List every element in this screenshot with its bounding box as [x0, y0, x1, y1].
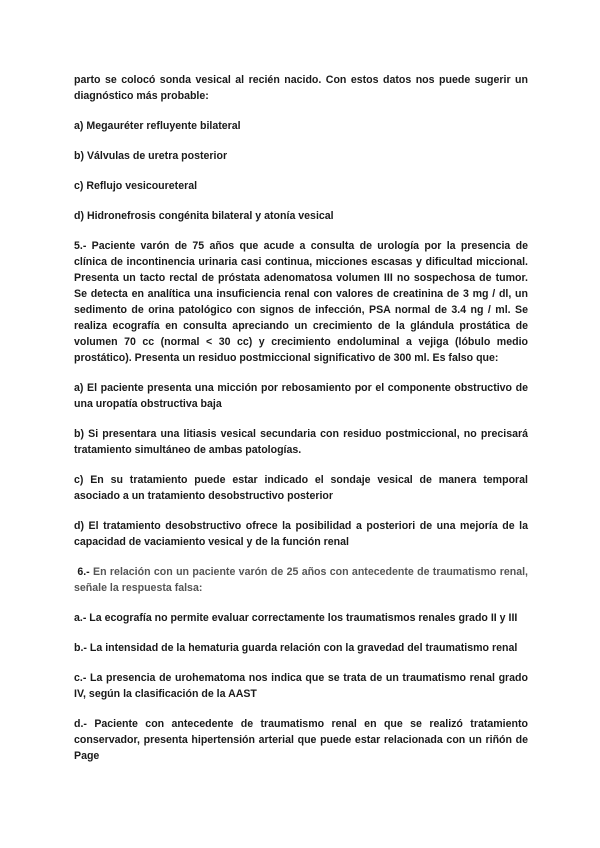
question-6-stem	[74, 564, 528, 596]
q6-option-a: a.- La ecografía no permite evaluar correctamente los traumatismos renales grado II y III	[74, 612, 518, 624]
document-page	[74, 72, 528, 764]
q4-option-c: c) Reflujo vesicoureteral	[74, 180, 198, 192]
q4-option-b: b) Válvulas de uretra posterior	[74, 150, 228, 162]
q6-option-c: c.- La presencia de urohematoma nos indica que se trata de un traumatismo renal grado IV, según la clasificación de la AAST	[74, 672, 528, 700]
question-4-stem-continuation: parto se colocó sonda vesical al recién nacido. Con estos datos nos puede sugerir un diagnóstico más probable:	[74, 74, 528, 102]
q4-option-d: d) Hidronefrosis congénita bilateral y atonía vesical	[74, 210, 334, 222]
question-6-text: En relación con un paciente varón de 25 años con antecedente de traumatismo renal, señale la respuesta falsa:	[74, 566, 528, 594]
q4-option-a: a) Megauréter refluyente bilateral	[74, 120, 241, 132]
question-6-number: 6.-	[77, 566, 90, 578]
q5-option-b: b) Si presentara una litiasis vesical secundaria con residuo postmiccional, no precisará tratamiento simultáneo de ambas patologías.	[74, 428, 528, 456]
q5-option-d: d) El tratamiento desobstructivo ofrece la posibilidad a posteriori de una mejoría de la capacidad de vaciamiento vesical y de la función renal	[74, 520, 528, 548]
q5-option-c: c) En su tratamiento puede estar indicado el sondaje vesical de manera temporal asociado a un tratamiento desobstructivo posterior	[74, 474, 528, 502]
q5-option-a: a) El paciente presenta una micción por rebosamiento por el componente obstructivo de una uropatía obstructiva baja	[74, 382, 528, 410]
q6-option-b: b.- La intensidad de la hematuria guarda relación con la gravedad del traumatismo renal	[74, 642, 518, 654]
q6-option-d: d.- Paciente con antecedente de traumatismo renal en que se realizó tratamiento conservador, presenta hipertensión arterial que puede estar relacionada con un riñón de Page	[74, 718, 528, 762]
question-5-stem: 5.- Paciente varón de 75 años que acude a consulta de urología por la presencia de clínica de incontinencia urinaria casi continua, micciones escasas y dificultad miccional. Presenta un tacto rectal de próstata adenomatosa volumen III no sospechosa de tumor. Se detecta en analítica una insuficiencia renal con valores de creatinina de 3 mg / dl, un sedimento de orina patológico con signos de infección, PSA normal de 3.4 ng / ml. Se realiza ecografía en consulta apreciando un crecimiento de la glándula prostática de volumen 70 cc (normal < 30 cc) y crecimiento endoluminal a vejiga (lóbulo medio prostático). Presenta un residuo postmiccional significativo de 300 ml. Es falso que:	[74, 240, 528, 364]
